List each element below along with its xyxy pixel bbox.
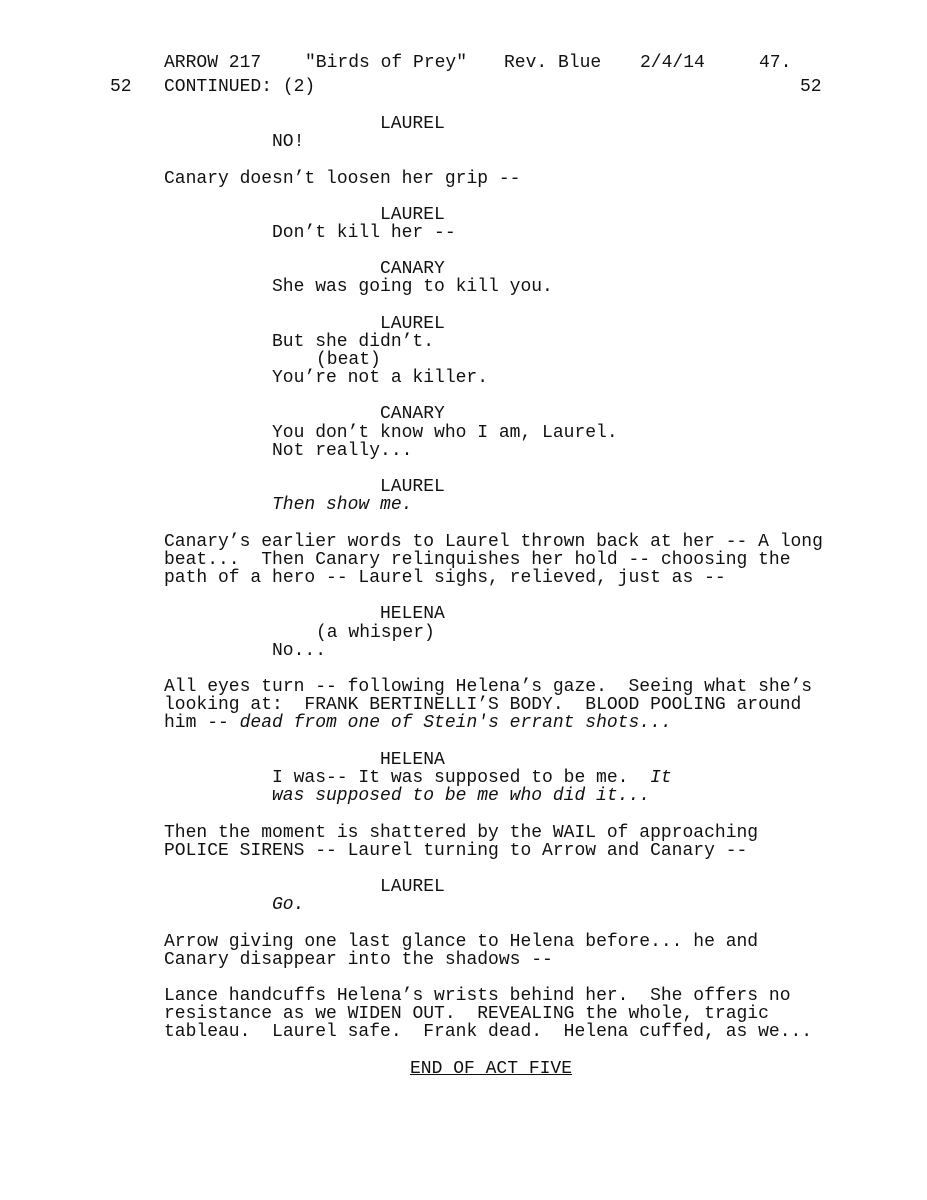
dialogue-text: I was-- It was supposed to be me.: [272, 768, 651, 788]
character-cue: LAUREL: [380, 477, 445, 497]
action-line: looking at: FRANK BERTINELLI’S BODY. BLOOD POOLING around: [164, 695, 802, 715]
character-cue: CANARY: [380, 259, 445, 279]
dialogue-line: was supposed to be me who did it...: [272, 786, 651, 806]
dialogue-line: She was going to kill you.: [272, 277, 553, 297]
scene-number-left: 52: [110, 77, 132, 97]
character-cue: HELENA: [380, 750, 445, 770]
dialogue-line: Then show me.: [272, 495, 413, 515]
header-show: ARROW 217: [164, 53, 262, 73]
action-line: beat... Then Canary relinquishes her hold -- choosing the: [164, 550, 791, 570]
action-line: Then the moment is shattered by the WAIL of approaching: [164, 823, 759, 843]
action-line: POLICE SIRENS -- Laurel turning to Arrow and Canary --: [164, 841, 748, 861]
action-text-italic: dead from one of Stein's errant shots...: [239, 713, 672, 733]
action-line: path of a hero -- Laurel sighs, relieved, just as --: [164, 568, 726, 588]
character-cue: LAUREL: [380, 114, 445, 134]
scene-number-right: 52: [800, 77, 822, 97]
parenthetical: (a whisper): [316, 623, 435, 643]
end-of-act: END OF ACT FIVE: [410, 1059, 573, 1079]
dialogue-line: Don’t kill her --: [272, 223, 456, 243]
character-cue: LAUREL: [380, 205, 445, 225]
dialogue-line: No...: [272, 641, 327, 661]
dialogue-line: But she didn’t.: [272, 332, 435, 352]
header-date: 2/4/14: [640, 53, 705, 73]
dialogue-text-italic: It: [650, 768, 672, 788]
character-cue: LAUREL: [380, 877, 445, 897]
header-page-number: 47.: [759, 53, 792, 73]
action-line: All eyes turn -- following Helena’s gaze. Seeing what she’s: [164, 677, 813, 697]
character-cue: HELENA: [380, 604, 445, 624]
header-revision: Rev. Blue: [504, 53, 602, 73]
action-line: [164, 714, 672, 732]
action-line: Canary’s earlier words to Laurel thrown back at her -- A long: [164, 532, 823, 552]
character-cue: LAUREL: [380, 314, 445, 334]
dialogue-line: You’re not a killer.: [272, 368, 489, 388]
dialogue-line: [272, 769, 672, 787]
action-line: Canary disappear into the shadows --: [164, 950, 553, 970]
parenthetical: (beat): [316, 350, 381, 370]
continued-label: CONTINUED: (2): [164, 77, 316, 97]
header-episode-title: "Birds of Prey": [305, 53, 468, 73]
character-cue: CANARY: [380, 404, 445, 424]
action-text: him --: [164, 713, 240, 733]
action-line: Arrow giving one last glance to Helena before... he and: [164, 932, 759, 952]
dialogue-line: You don’t know who I am, Laurel.: [272, 423, 618, 443]
action-line: tableau. Laurel safe. Frank dead. Helena cuffed, as we...: [164, 1022, 813, 1042]
action-line: resistance as we WIDEN OUT. REVEALING the whole, tragic: [164, 1004, 769, 1024]
action-line: Canary doesn’t loosen her grip --: [164, 169, 521, 189]
dialogue-line: NO!: [272, 132, 305, 152]
dialogue-line: Not really...: [272, 441, 413, 461]
dialogue-line: Go.: [272, 895, 305, 915]
action-line: Lance handcuffs Helena’s wrists behind her. She offers no: [164, 986, 791, 1006]
